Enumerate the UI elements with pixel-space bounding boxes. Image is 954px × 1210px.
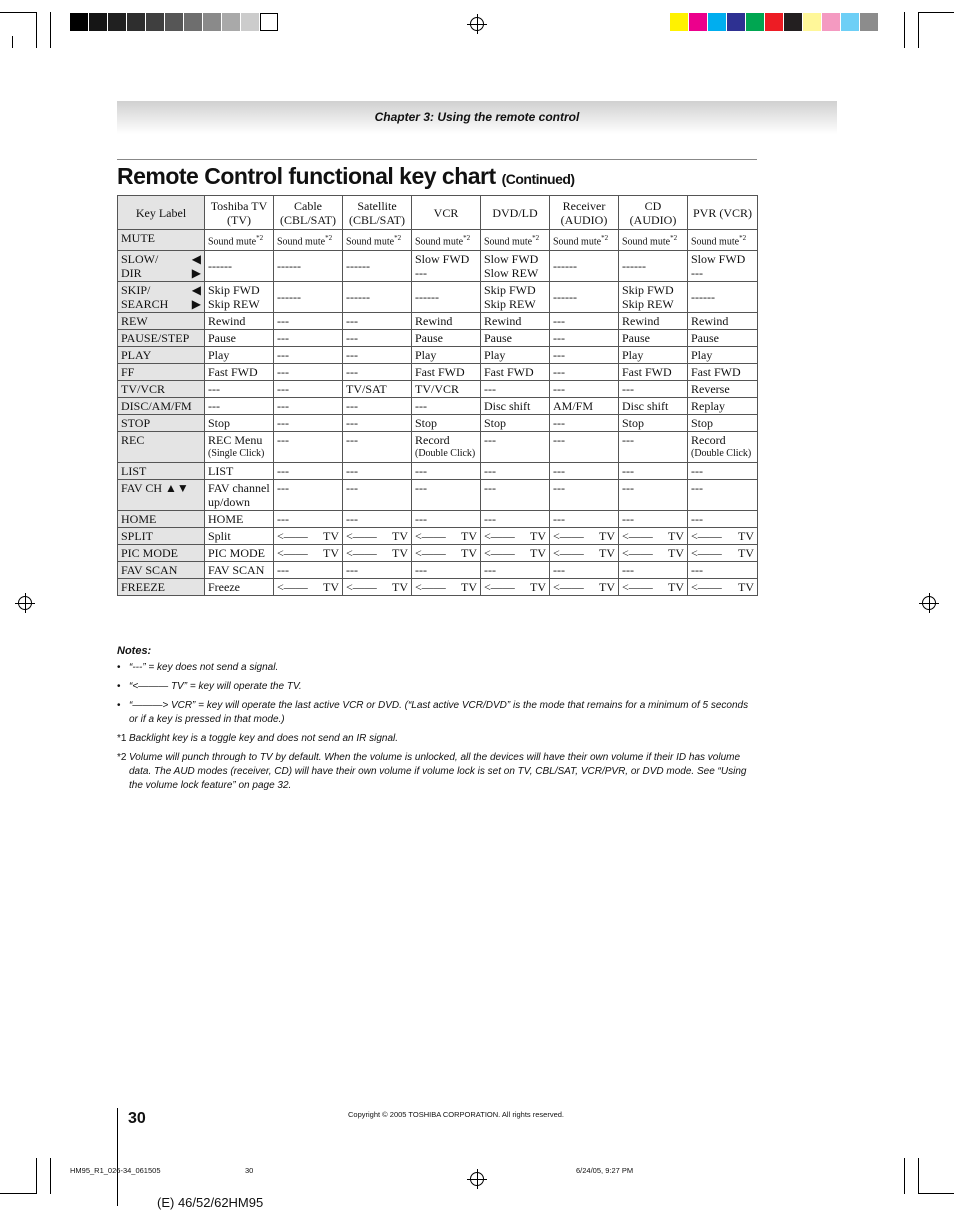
table-cell: Rewind bbox=[688, 313, 758, 330]
column-header: DVD/LD bbox=[481, 196, 550, 230]
tv-arrow-cell: <—— TV bbox=[343, 528, 412, 545]
registration-mark-icon bbox=[18, 596, 32, 610]
triangle-left-icon: ◀ bbox=[191, 252, 201, 267]
key-label: FF bbox=[118, 364, 205, 381]
arrow-left-icon: <—— bbox=[484, 529, 515, 544]
key-label: MUTE bbox=[118, 230, 205, 251]
table-cell: ------ bbox=[343, 282, 412, 313]
crop-mark bbox=[0, 12, 36, 13]
tv-arrow-cell: <—— TV bbox=[688, 579, 758, 596]
table-cell: Rewind bbox=[412, 313, 481, 330]
table-cell: Disc shift bbox=[619, 398, 688, 415]
table-row bbox=[118, 381, 758, 398]
arrow-left-icon: <—— bbox=[346, 529, 377, 544]
color-swatch bbox=[841, 13, 859, 31]
table-cell: Stop bbox=[412, 415, 481, 432]
color-swatch bbox=[670, 13, 688, 31]
table-cell: Slow FWD --- bbox=[688, 251, 758, 282]
tv-arrow-cell: <—— TV bbox=[412, 579, 481, 596]
table-row bbox=[118, 282, 758, 313]
table-row bbox=[118, 463, 758, 480]
gray-swatch bbox=[241, 13, 259, 31]
table-cell: --- bbox=[550, 480, 619, 511]
key-label: FAV CH ▲▼ bbox=[118, 480, 205, 511]
copyright: Copyright © 2005 TOSHIBA CORPORATION. All rights reserved. bbox=[348, 1110, 565, 1119]
table-cell: --- bbox=[619, 381, 688, 398]
arrow-left-icon: <—— bbox=[622, 580, 653, 595]
key-label: LIST bbox=[118, 463, 205, 480]
arrow-left-icon: <—— bbox=[277, 546, 308, 561]
table-cell: --- bbox=[412, 480, 481, 511]
table-cell: --- bbox=[412, 463, 481, 480]
crop-mark bbox=[36, 1158, 37, 1194]
tv-arrow-cell: <—— TV bbox=[688, 545, 758, 562]
table-cell: --- bbox=[343, 398, 412, 415]
table-cell: --- bbox=[274, 463, 343, 480]
print-date: 6/24/05, 9:27 PM bbox=[576, 1166, 634, 1175]
crop-mark bbox=[918, 1158, 919, 1194]
table-cell: Replay bbox=[688, 398, 758, 415]
column-header: Toshiba TV (TV) bbox=[205, 196, 274, 230]
table-cell: Sound mute$^{*2}$ bbox=[550, 230, 619, 251]
table-cell: Stop bbox=[619, 415, 688, 432]
crop-mark bbox=[904, 12, 905, 48]
table-row bbox=[118, 313, 758, 330]
table-cell: Stop bbox=[688, 415, 758, 432]
table-cell: Freeze bbox=[205, 579, 274, 596]
table-cell: Sound mute$^{*2}$ bbox=[274, 230, 343, 251]
table-cell: Skip FWD Skip REW bbox=[619, 282, 688, 313]
table-header-row bbox=[118, 196, 758, 230]
table-row bbox=[118, 415, 758, 432]
table-cell: --- bbox=[274, 398, 343, 415]
crop-mark bbox=[904, 1158, 905, 1194]
table-row bbox=[118, 364, 758, 381]
table-cell: Sound mute$^{*2}$ bbox=[205, 230, 274, 251]
table-cell: --- bbox=[619, 480, 688, 511]
key-label: SKIP/ ◀ SEARCH ▶ bbox=[118, 282, 205, 313]
model-number: (E) 46/52/62HM95 bbox=[157, 1195, 264, 1210]
table-cell: Split bbox=[205, 528, 274, 545]
table-cell: --- bbox=[481, 562, 550, 579]
arrow-left-icon: <—— bbox=[484, 546, 515, 561]
table-cell: TV/SAT bbox=[343, 381, 412, 398]
table-cell: --- bbox=[550, 330, 619, 347]
title-main: Remote Control functional key chart bbox=[117, 163, 496, 189]
arrow-left-icon: <—— bbox=[553, 529, 584, 544]
key-label: PLAY bbox=[118, 347, 205, 364]
column-header: Cable (CBL/SAT) bbox=[274, 196, 343, 230]
table-cell: --- bbox=[343, 347, 412, 364]
table-cell: --- bbox=[412, 562, 481, 579]
table-cell: Reverse bbox=[688, 381, 758, 398]
color-swatch bbox=[784, 13, 802, 31]
note-item: *2 Volume will punch through to TV by default. When the volume is unlocked, all the devices will have their own volume if their ID has volume data. The AUD modes (receiver, CD) will have their own volume if volume lock is set on TV, CBL/SAT, VCR/PVR, or DVD mode. See “Using the volume lock feature” on page 32. bbox=[117, 752, 747, 791]
table-cell: Slow FWD Slow REW bbox=[481, 251, 550, 282]
table-cell: Disc shift bbox=[481, 398, 550, 415]
sheet-number: 30 bbox=[245, 1166, 254, 1175]
table-cell: Pause bbox=[412, 330, 481, 347]
key-label: REC bbox=[118, 432, 205, 463]
gray-swatch bbox=[146, 13, 164, 31]
column-header: CD (AUDIO) bbox=[619, 196, 688, 230]
key-label: HOME bbox=[118, 511, 205, 528]
arrow-left-icon: <—— bbox=[553, 580, 584, 595]
table-cell: --- bbox=[274, 364, 343, 381]
title-continued: (Continued) bbox=[501, 171, 575, 187]
registration-mark-icon bbox=[470, 1172, 484, 1186]
table-cell: --- bbox=[550, 562, 619, 579]
color-swatch bbox=[822, 13, 840, 31]
gray-swatch bbox=[165, 13, 183, 31]
table-cell: ------ bbox=[274, 282, 343, 313]
table-cell: --- bbox=[619, 511, 688, 528]
page-title bbox=[117, 163, 575, 190]
tv-arrow-cell: <—— TV bbox=[688, 528, 758, 545]
table-cell: Record (Double Click) bbox=[688, 432, 758, 463]
table-cell: Sound mute$^{*2}$ bbox=[481, 230, 550, 251]
table-cell: --- bbox=[619, 463, 688, 480]
gray-swatch bbox=[89, 13, 107, 31]
table-cell: --- bbox=[619, 562, 688, 579]
table-cell: ------ bbox=[412, 282, 481, 313]
file-name: HM95_R1_026-34_061505 bbox=[70, 1166, 161, 1175]
table-cell: --- bbox=[619, 432, 688, 463]
table-cell: Pause bbox=[619, 330, 688, 347]
crop-mark bbox=[36, 12, 37, 48]
table-cell: --- bbox=[274, 480, 343, 511]
table-cell: --- bbox=[688, 480, 758, 511]
table-cell: --- bbox=[688, 511, 758, 528]
table-cell: --- bbox=[343, 463, 412, 480]
arrow-left-icon: <—— bbox=[484, 580, 515, 595]
table-cell: Play bbox=[619, 347, 688, 364]
key-label: REW bbox=[118, 313, 205, 330]
table-cell: --- bbox=[481, 511, 550, 528]
column-header: VCR bbox=[412, 196, 481, 230]
table-cell: --- bbox=[274, 432, 343, 463]
registration-mark-icon bbox=[470, 17, 484, 31]
triangle-left-icon: ◀ bbox=[191, 283, 201, 298]
table-cell: REC Menu (Single Click) bbox=[205, 432, 274, 463]
table-cell: Sound mute$^{*2}$ bbox=[688, 230, 758, 251]
table-cell: --- bbox=[274, 562, 343, 579]
table-cell: --- bbox=[550, 415, 619, 432]
chapter-title: Chapter 3: Using the remote control bbox=[374, 110, 580, 124]
arrow-left-icon: <—— bbox=[622, 546, 653, 561]
page-rule bbox=[117, 1108, 118, 1206]
table-cell: HOME bbox=[205, 511, 274, 528]
gray-swatch bbox=[184, 13, 202, 31]
table-cell: Pause bbox=[205, 330, 274, 347]
arrow-left-icon: <—— bbox=[553, 546, 584, 561]
color-swatch bbox=[689, 13, 707, 31]
table-cell: TV/VCR bbox=[412, 381, 481, 398]
tv-arrow-cell: <—— TV bbox=[619, 528, 688, 545]
table-cell: AM/FM bbox=[550, 398, 619, 415]
arrow-left-icon: <—— bbox=[415, 529, 446, 544]
key-label: DISC/AM/FM bbox=[118, 398, 205, 415]
key-label: PAUSE/STEP bbox=[118, 330, 205, 347]
gray-swatch bbox=[222, 13, 240, 31]
tv-arrow-cell: <—— TV bbox=[412, 528, 481, 545]
table-cell: FAV SCAN bbox=[205, 562, 274, 579]
table-cell: --- bbox=[550, 511, 619, 528]
title-rule bbox=[117, 159, 757, 160]
note-item: • “---” = key does not send a signal. bbox=[117, 662, 279, 673]
table-cell: Slow FWD --- bbox=[412, 251, 481, 282]
table-cell: Record (Double Click) bbox=[412, 432, 481, 463]
tv-arrow-cell: <—— TV bbox=[274, 528, 343, 545]
table-cell: --- bbox=[343, 562, 412, 579]
crop-mark bbox=[50, 12, 51, 48]
table-row bbox=[118, 251, 758, 282]
color-swatch bbox=[860, 13, 878, 31]
arrow-left-icon: <—— bbox=[415, 546, 446, 561]
table-cell: Sound mute$^{*2}$ bbox=[343, 230, 412, 251]
table-cell: --- bbox=[481, 480, 550, 511]
gray-swatch bbox=[70, 13, 88, 31]
arrow-left-icon: <—— bbox=[277, 529, 308, 544]
table-cell: Play bbox=[688, 347, 758, 364]
table-cell: --- bbox=[343, 415, 412, 432]
table-cell: Sound mute$^{*2}$ bbox=[619, 230, 688, 251]
table-cell: ------ bbox=[274, 251, 343, 282]
tv-arrow-cell: <—— TV bbox=[274, 545, 343, 562]
color-swatch bbox=[803, 13, 821, 31]
notes-section bbox=[117, 644, 757, 798]
table-cell: --- bbox=[274, 347, 343, 364]
table-cell: Fast FWD bbox=[412, 364, 481, 381]
table-cell: --- bbox=[550, 463, 619, 480]
table-cell: FAV channel up/down bbox=[205, 480, 274, 511]
arrow-left-icon: <—— bbox=[691, 546, 722, 561]
arrow-left-icon: <—— bbox=[346, 546, 377, 561]
table-cell: Fast FWD bbox=[619, 364, 688, 381]
table-cell: ------ bbox=[619, 251, 688, 282]
key-chart-table bbox=[117, 195, 758, 596]
note-item: *1 Backlight key is a toggle key and does not send an IR signal. bbox=[117, 733, 399, 744]
arrow-left-icon: <—— bbox=[415, 580, 446, 595]
table-cell: Stop bbox=[481, 415, 550, 432]
table-cell: --- bbox=[412, 511, 481, 528]
tv-arrow-cell: <—— TV bbox=[481, 579, 550, 596]
key-label: TV/VCR bbox=[118, 381, 205, 398]
gray-swatch bbox=[203, 13, 221, 31]
table-cell: ------ bbox=[343, 251, 412, 282]
column-header: PVR (VCR) bbox=[688, 196, 758, 230]
table-cell: --- bbox=[274, 313, 343, 330]
triangle-right-icon: ▶ bbox=[191, 266, 201, 281]
table-row bbox=[118, 528, 758, 545]
tv-arrow-cell: <—— TV bbox=[343, 579, 412, 596]
crop-mark bbox=[12, 36, 13, 48]
table-cell: PIC MODE bbox=[205, 545, 274, 562]
table-cell: --- bbox=[343, 511, 412, 528]
note-item: • “<——— TV” = key will operate the TV. bbox=[117, 681, 302, 692]
table-cell: Fast FWD bbox=[205, 364, 274, 381]
table-cell: --- bbox=[412, 398, 481, 415]
gray-swatch bbox=[108, 13, 126, 31]
table-cell: --- bbox=[481, 463, 550, 480]
table-row bbox=[118, 330, 758, 347]
table-cell: --- bbox=[343, 313, 412, 330]
gray-swatch bbox=[260, 13, 278, 31]
table-row bbox=[118, 511, 758, 528]
color-swatch bbox=[727, 13, 745, 31]
arrow-left-icon: <—— bbox=[691, 580, 722, 595]
table-cell: --- bbox=[688, 562, 758, 579]
crop-mark bbox=[918, 12, 919, 48]
tv-arrow-cell: <—— TV bbox=[343, 545, 412, 562]
note-item: • “———> VCR” = key will operate the last active VCR or DVD. (“Last active VCR/DVD” is the mode that remains for a minimum of 5 seconds or if a key is pressed in that mode.) bbox=[117, 700, 749, 725]
tv-arrow-cell: <—— TV bbox=[274, 579, 343, 596]
crop-mark bbox=[0, 1193, 36, 1194]
table-cell: --- bbox=[550, 381, 619, 398]
crop-mark bbox=[50, 1158, 51, 1194]
table-cell: --- bbox=[274, 511, 343, 528]
key-label: SPLIT bbox=[118, 528, 205, 545]
tv-arrow-cell: <—— TV bbox=[550, 579, 619, 596]
table-row bbox=[118, 562, 758, 579]
tv-arrow-cell: <—— TV bbox=[550, 528, 619, 545]
table-cell: Play bbox=[481, 347, 550, 364]
table-cell: --- bbox=[205, 381, 274, 398]
color-swatch bbox=[708, 13, 726, 31]
key-label: PIC MODE bbox=[118, 545, 205, 562]
table-cell: Pause bbox=[688, 330, 758, 347]
crop-mark bbox=[918, 12, 954, 13]
tv-arrow-cell: <—— TV bbox=[481, 528, 550, 545]
table-cell: --- bbox=[343, 432, 412, 463]
table-cell: Rewind bbox=[619, 313, 688, 330]
table-cell: Rewind bbox=[481, 313, 550, 330]
table-row bbox=[118, 545, 758, 562]
registration-mark-icon bbox=[922, 596, 936, 610]
table-row bbox=[118, 398, 758, 415]
tv-arrow-cell: <—— TV bbox=[481, 545, 550, 562]
column-header: Satellite (CBL/SAT) bbox=[343, 196, 412, 230]
table-cell: Pause bbox=[481, 330, 550, 347]
tv-arrow-cell: <—— TV bbox=[619, 579, 688, 596]
tv-arrow-cell: <—— TV bbox=[412, 545, 481, 562]
table-cell: ------ bbox=[688, 282, 758, 313]
table-cell: --- bbox=[550, 347, 619, 364]
table-cell: --- bbox=[550, 364, 619, 381]
key-label: FAV SCAN bbox=[118, 562, 205, 579]
crop-mark bbox=[918, 1193, 954, 1194]
color-swatch bbox=[765, 13, 783, 31]
key-label: STOP bbox=[118, 415, 205, 432]
table-cell: Skip FWD Skip REW bbox=[205, 282, 274, 313]
arrow-left-icon: <—— bbox=[691, 529, 722, 544]
table-cell: LIST bbox=[205, 463, 274, 480]
table-cell: Skip FWD Skip REW bbox=[481, 282, 550, 313]
table-cell: --- bbox=[205, 398, 274, 415]
table-cell: --- bbox=[481, 432, 550, 463]
arrow-left-icon: <—— bbox=[346, 580, 377, 595]
table-cell: Play bbox=[412, 347, 481, 364]
table-cell: Stop bbox=[205, 415, 274, 432]
triangle-right-icon: ▶ bbox=[191, 297, 201, 312]
table-row bbox=[118, 432, 758, 463]
table-row bbox=[118, 480, 758, 511]
table-row bbox=[118, 230, 758, 251]
key-label: SLOW/ ◀ DIR ▶ bbox=[118, 251, 205, 282]
column-header: Receiver (AUDIO) bbox=[550, 196, 619, 230]
key-label: FREEZE bbox=[118, 579, 205, 596]
table-cell: --- bbox=[274, 381, 343, 398]
arrow-left-icon: <—— bbox=[277, 580, 308, 595]
tv-arrow-cell: <—— TV bbox=[619, 545, 688, 562]
table-cell: Fast FWD bbox=[688, 364, 758, 381]
table-cell: ------ bbox=[550, 251, 619, 282]
table-cell: --- bbox=[274, 330, 343, 347]
color-bar bbox=[670, 13, 879, 31]
table-cell: ------ bbox=[550, 282, 619, 313]
table-cell: --- bbox=[550, 432, 619, 463]
table-row bbox=[118, 347, 758, 364]
table-cell: --- bbox=[688, 463, 758, 480]
notes-heading: Notes: bbox=[117, 645, 152, 657]
color-swatch bbox=[746, 13, 764, 31]
table-cell: --- bbox=[343, 480, 412, 511]
table-cell: --- bbox=[274, 415, 343, 432]
table-cell: Play bbox=[205, 347, 274, 364]
arrow-left-icon: <—— bbox=[622, 529, 653, 544]
table-cell: Rewind bbox=[205, 313, 274, 330]
page-number: 30 bbox=[128, 1110, 146, 1127]
gray-swatch bbox=[127, 13, 145, 31]
table-cell: Sound mute$^{*2}$ bbox=[412, 230, 481, 251]
table-cell: ------ bbox=[205, 251, 274, 282]
table-cell: --- bbox=[343, 330, 412, 347]
table-cell: --- bbox=[550, 313, 619, 330]
table-cell: Fast FWD bbox=[481, 364, 550, 381]
column-header: Key Label bbox=[118, 196, 205, 230]
gray-color-bar bbox=[70, 13, 279, 31]
table-cell: --- bbox=[481, 381, 550, 398]
table-cell: --- bbox=[343, 364, 412, 381]
tv-arrow-cell: <—— TV bbox=[550, 545, 619, 562]
table-row bbox=[118, 579, 758, 596]
